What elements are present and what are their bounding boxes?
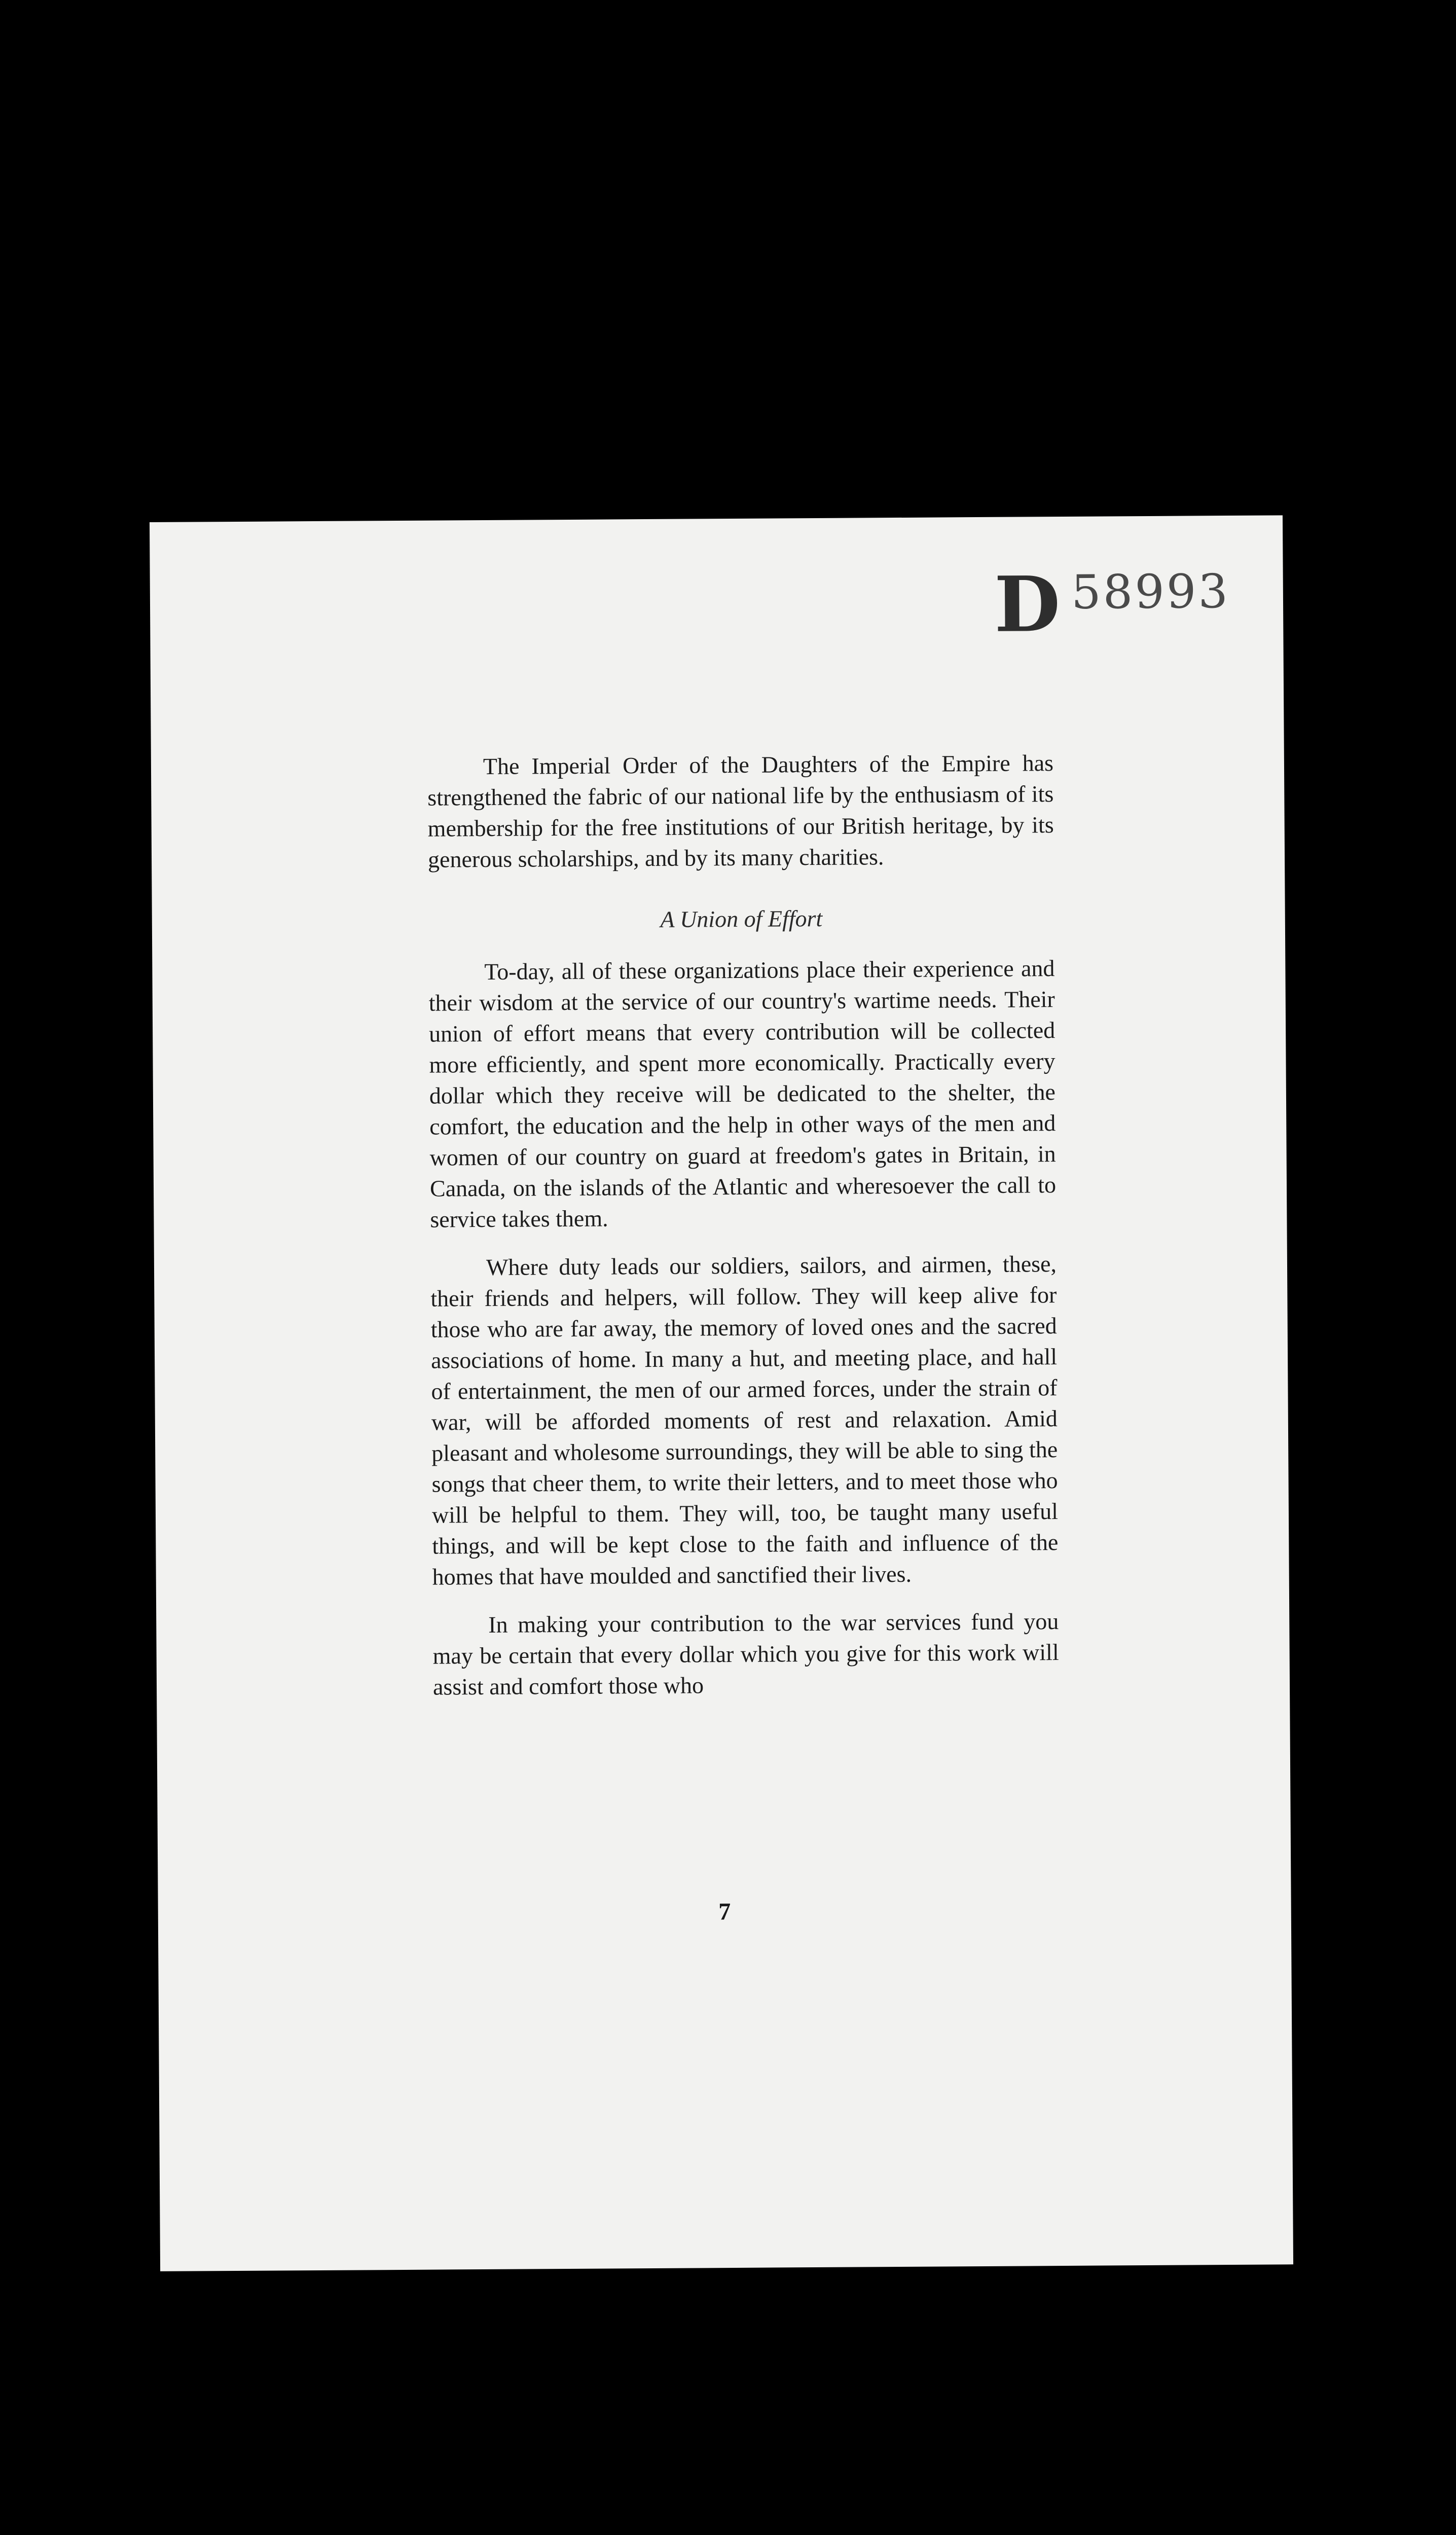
document-page <box>150 515 1293 2271</box>
intro-paragraph: The Imperial Order of the Daughters of the Empire has strengthened the fabric of our national life by the enthusiasm of its membership for the free institutions of our British heritage, by its generous scholarships, and by its many charities. <box>427 750 1054 873</box>
section-paragraph-3: In making your contribution to the war services fund you may be certain that every dollar which you give for this work will assist and comfort those who <box>432 1608 1059 1700</box>
body-text <box>427 747 1060 1720</box>
stamp-number: 58993 <box>1071 564 1230 620</box>
section-paragraph-2: Where duty leads our soldiers, sailors, and airmen, these, their friends and helpers, will follow. They will keep alive for those who are far away, the memory of loved ones and the sacred associations of home. In many a hut, and meeting place, and hall of entertainment, the men of our armed forces, under the strain of war, will be afforded moments of rest and relaxation. Amid pleasant and wholesome surroundings, they will be able to sing the songs that cheer them, to write their letters, and to meet those who will be helpful to them. They will, too, be taught many useful things, and will be kept close to the faith and influence of the homes that have moulded and sanctified their lives. <box>430 1251 1059 1590</box>
section-heading: A Union of Effort <box>660 905 823 932</box>
stamp-letter: D <box>994 560 1061 649</box>
archive-stamp <box>994 559 1230 649</box>
page-number: 7 <box>718 1898 731 1926</box>
section-paragraph-1: To-day, all of these organizations place their experience and their wisdom at the service of our country's wartime needs. Their union of effort means that every contribution will be collected more efficiently, and spent more economically. Practically every dollar which they receive will be dedicated to the shelter, the comfort, the education and the help in other ways of the men and women of our country on guard at freedom's gates in Britain, in Canada, on the islands of the Atlantic and wheresoever the call to service takes them. <box>428 955 1057 1233</box>
